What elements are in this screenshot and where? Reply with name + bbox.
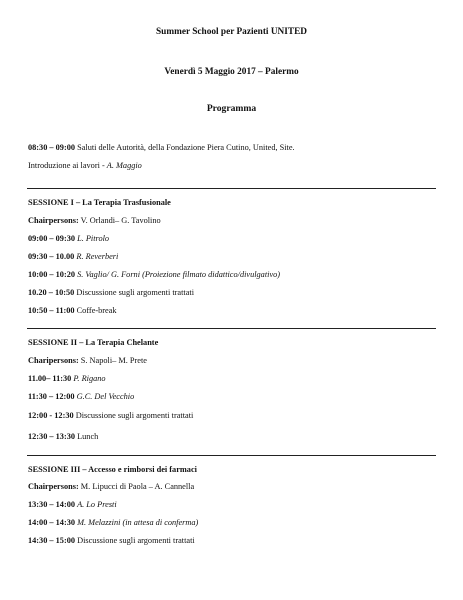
session1-chairs bbox=[28, 216, 161, 226]
item-speaker: G.C. Del Vecchio bbox=[76, 392, 135, 401]
session2-chair-label: Charipersons: bbox=[28, 356, 79, 365]
item-time: 14:00 – 14:30 bbox=[28, 518, 76, 527]
item-time: 11:30 – 12:00 bbox=[28, 392, 75, 401]
session3-title: SESSIONE III – Accesso e rimborsi dei farmaci bbox=[28, 465, 197, 474]
opening-text: Introduzione ai lavori - bbox=[28, 161, 107, 170]
welcome-text: Saluti delle Autorità, della Fondazione Piera Cutino, United, Site. bbox=[77, 143, 295, 152]
item-time: 12:30 – 13:30 bbox=[28, 432, 76, 441]
item-time: 13:30 – 14:00 bbox=[28, 500, 76, 509]
divider bbox=[27, 455, 436, 456]
document-title: Summer School per Pazienti UNITED bbox=[156, 27, 307, 37]
session3-chair-label: Chairpersons: bbox=[28, 482, 79, 491]
item-time: 09:00 – 09:30 bbox=[28, 234, 76, 243]
item-speaker: P. Rigano bbox=[73, 374, 106, 383]
item-text: Lunch bbox=[77, 432, 99, 441]
item-time: 12:00 - 12:30 bbox=[28, 411, 74, 420]
item-time: 14:30 – 15:00 bbox=[28, 536, 76, 545]
session1-item bbox=[28, 270, 280, 280]
item-speaker: M. Melazzini (in attesa di conferma) bbox=[77, 518, 199, 527]
item-speaker: S. Vaglio/ G. Forni (Proiezione filmato didattico/divulgativo) bbox=[77, 270, 281, 279]
programma-heading: Programma bbox=[206, 103, 257, 114]
session1-item bbox=[28, 252, 118, 262]
session3-item bbox=[28, 518, 198, 528]
session1-title: SESSIONE I – La Terapia Trasfusionale bbox=[28, 198, 171, 207]
item-text: Discussione sugli argomenti trattati bbox=[77, 536, 195, 545]
event-date-place: Venerdì 5 Maggio 2017 – Palermo bbox=[164, 67, 299, 77]
session2-item bbox=[28, 432, 98, 442]
session2-title: SESSIONE II – La Terapia Chelante bbox=[28, 338, 159, 347]
session1-chair-label: Chairpersons: bbox=[28, 216, 79, 225]
item-time: 09:30 – 10.00 bbox=[28, 252, 75, 261]
session2-item bbox=[28, 392, 134, 402]
item-speaker: L. Pitrolo bbox=[77, 234, 110, 243]
session3-item bbox=[28, 500, 117, 510]
session3-item bbox=[28, 536, 195, 546]
divider bbox=[27, 188, 436, 189]
session2-item bbox=[28, 411, 193, 421]
item-time: 10.20 – 10:50 bbox=[28, 288, 75, 297]
session3-chairs bbox=[28, 482, 194, 492]
divider bbox=[27, 328, 436, 329]
item-speaker: A. Lo Presti bbox=[77, 500, 117, 509]
item-speaker: R. Reverberi bbox=[76, 252, 119, 261]
session2-chairs bbox=[28, 356, 147, 366]
session1-item bbox=[28, 288, 194, 298]
item-text: Coffe-break bbox=[76, 306, 117, 315]
session1-item bbox=[28, 234, 109, 244]
opening-speaker: A. Maggio bbox=[106, 161, 142, 170]
item-time: 10:50 – 11:00 bbox=[28, 306, 75, 315]
item-text: Discussione sugli argomenti trattati bbox=[76, 288, 195, 297]
item-time: 10:00 – 10:20 bbox=[28, 270, 76, 279]
session3-chair-names: M. Lipucci di Paola – A. Cannella bbox=[78, 482, 195, 491]
session1-chair-names: V. Orlandi– G. Tavolino bbox=[78, 216, 161, 225]
welcome-time: 08:30 – 09:00 bbox=[28, 143, 76, 152]
item-text: Discussione sugli argomenti trattati bbox=[75, 411, 194, 420]
session2-item bbox=[28, 374, 106, 384]
opening-row bbox=[28, 161, 142, 171]
session2-chair-names: S. Napoli– M. Prete bbox=[78, 356, 147, 365]
welcome-row bbox=[28, 143, 295, 153]
session1-item bbox=[28, 306, 117, 316]
item-time: 11.00– 11:30 bbox=[28, 374, 72, 383]
